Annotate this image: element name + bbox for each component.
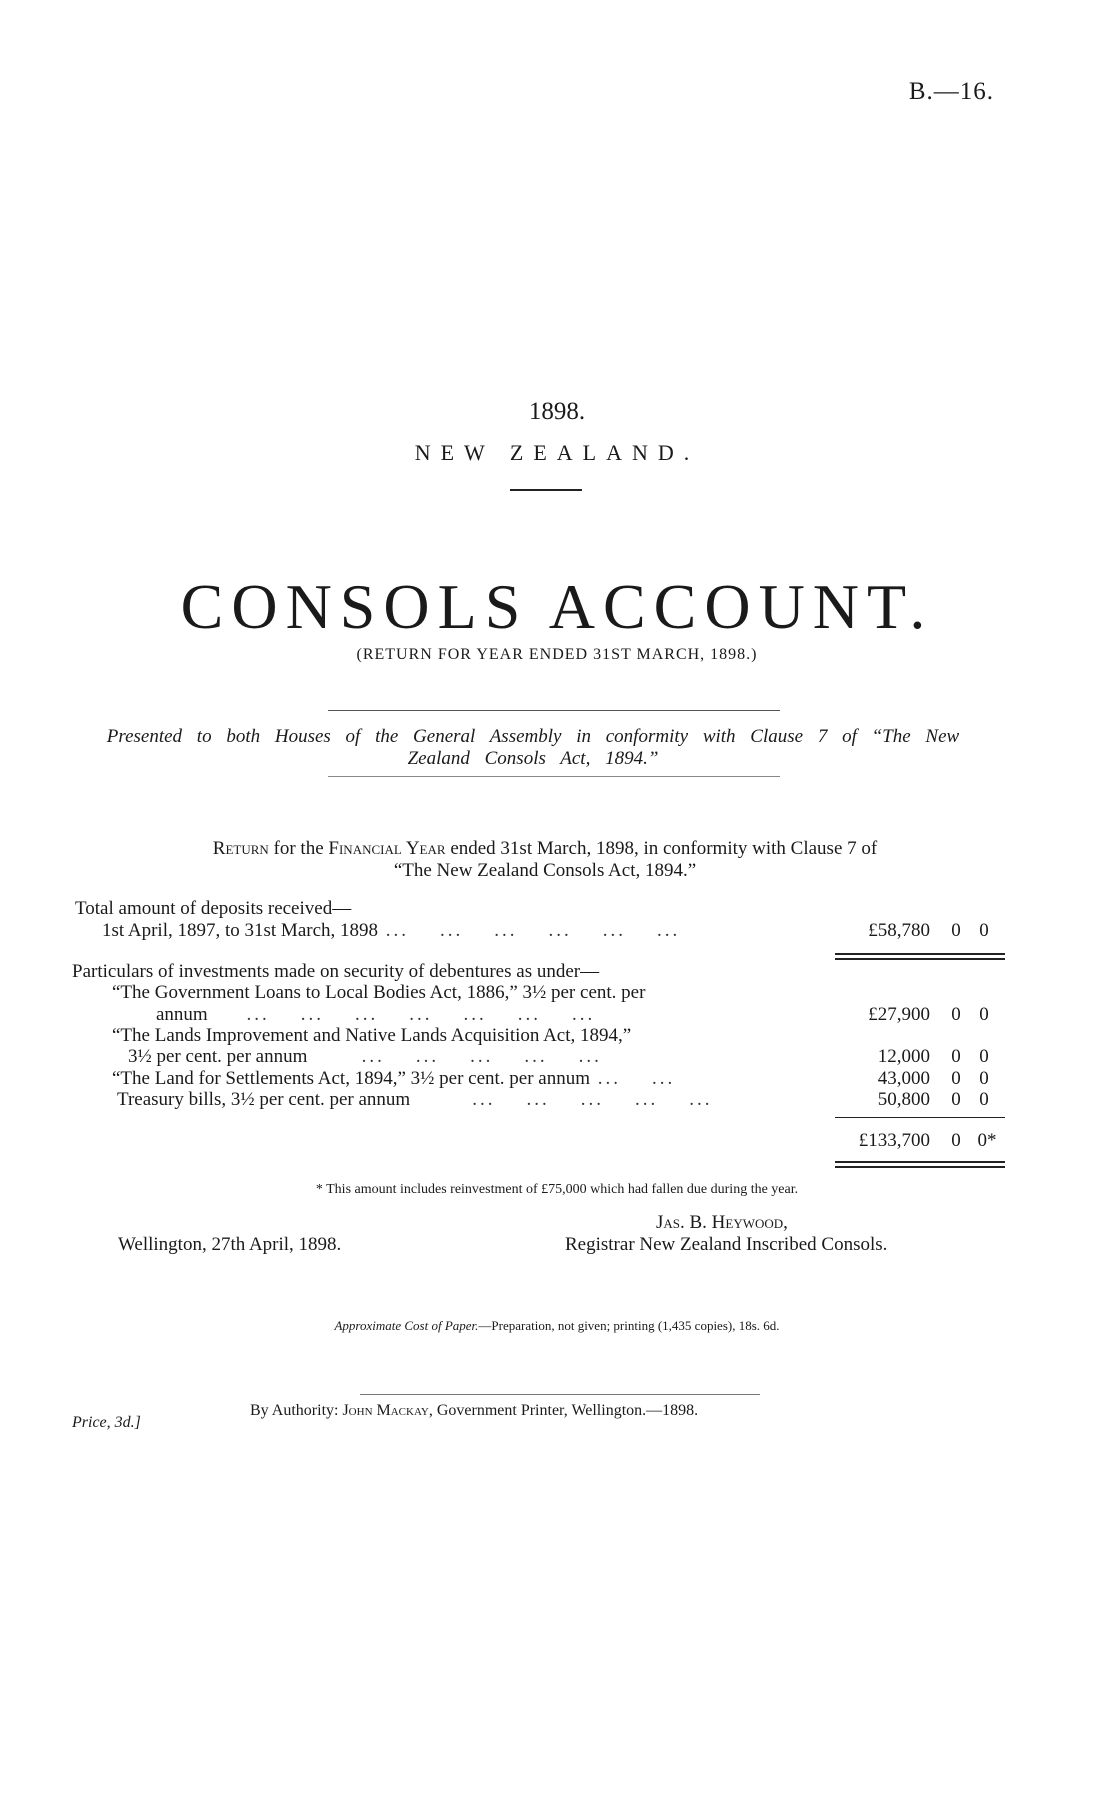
- investment-line: annum ... ... ... ... ... ... ...: [156, 1004, 596, 1025]
- investment-line: “The Land for Settlements Act, 1894,” 3½ per cent. per annum ... ...: [112, 1068, 676, 1089]
- publication-year: 1898.: [528, 398, 586, 425]
- investments-label: Particulars of investments made on security of debentures as under—: [72, 961, 600, 982]
- divider: [328, 776, 780, 777]
- investment-shillings: 0: [951, 1046, 961, 1067]
- presented-line: Presented to both Houses of the General Assembly in conformity with Clause 7 of “The New: [106, 726, 960, 747]
- deposits-label: Total amount of deposits received—: [75, 898, 352, 919]
- investment-pounds: 50,800: [877, 1089, 930, 1110]
- printer-authority: By Authority: John Mackay, Government Printer, Wellington.—1898.: [250, 1402, 699, 1419]
- investment-shillings: 0: [951, 1089, 961, 1110]
- deposits-pounds: £58,780: [868, 920, 930, 941]
- deposits-pence: 0: [979, 920, 989, 941]
- deposits-period: 1st April, 1897, to 31st March, 1898 ... ... ... ... ... ...: [102, 920, 681, 941]
- place-date: Wellington, 27th April, 1898.: [118, 1234, 342, 1255]
- price: Price, 3d.]: [72, 1414, 141, 1431]
- investment-pounds: £27,900: [868, 1004, 930, 1025]
- presented-statement: [68, 726, 998, 770]
- return-heading-line: “The New Zealand Consols Act, 1894.”: [393, 860, 697, 881]
- investment-pence: 0: [979, 1004, 989, 1025]
- presented-line: Zealand Consols Act, 1894.”: [407, 748, 659, 769]
- investment-shillings: 0: [951, 1004, 961, 1025]
- signatory-title: Registrar New Zealand Inscribed Consols.: [565, 1234, 888, 1255]
- return-heading: Return for the Financial Year ended 31st March, 1898, in conformity with Clause 7 of “The New Zealand Consols Act, 1894.”: [95, 838, 995, 882]
- document-reference: B.—16.: [908, 78, 994, 105]
- investment-pounds: 43,000: [877, 1068, 930, 1089]
- investment-shillings: 0: [951, 1068, 961, 1089]
- footnote: * This amount includes reinvestment of £75,000 which had fallen due during the year.: [315, 1182, 799, 1197]
- investment-pence: 0: [979, 1089, 989, 1110]
- page-title: CONSOLS ACCOUNT.: [180, 571, 934, 642]
- signatory-name: Jas. B. Heywood,: [656, 1212, 788, 1233]
- financial-year-word: Financial Year: [328, 838, 446, 859]
- investment-line: “The Government Loans to Local Bodies Act, 1886,” 3½ per cent. per: [112, 982, 646, 1003]
- investment-pounds: 12,000: [877, 1046, 930, 1067]
- investment-pence: 0: [979, 1068, 989, 1089]
- country-heading: NEW ZEALAND.: [414, 440, 700, 465]
- investment-line: “The Lands Improvement and Native Lands Acquisition Act, 1894,”: [112, 1025, 632, 1046]
- sum-rule: [835, 1117, 1005, 1118]
- page-subtitle: (RETURN FOR YEAR ENDED 31ST MARCH, 1898.): [356, 646, 758, 663]
- deposits-shillings: 0: [951, 920, 961, 941]
- divider: [510, 489, 582, 491]
- double-rule: [835, 953, 1005, 960]
- cost-note: Approximate Cost of Paper.—Preparation, not given; printing (1,435 copies), 18s. 6d.: [334, 1318, 780, 1333]
- investment-line: 3½ per cent. per annum ... ... ... ... ...: [128, 1046, 602, 1067]
- divider: [360, 1394, 760, 1395]
- investment-pence: 0: [979, 1046, 989, 1067]
- investment-line: Treasury bills, 3½ per cent. per annum ... ... ... ... ...: [117, 1089, 713, 1110]
- total-pence: 0*: [977, 1130, 997, 1151]
- cost-label: Approximate Cost of Paper.: [334, 1318, 479, 1333]
- total-pounds: £133,700: [858, 1130, 930, 1151]
- total-shillings: 0: [951, 1130, 961, 1151]
- return-word: Return: [212, 838, 269, 859]
- double-rule: [835, 1161, 1005, 1168]
- divider: [328, 710, 780, 711]
